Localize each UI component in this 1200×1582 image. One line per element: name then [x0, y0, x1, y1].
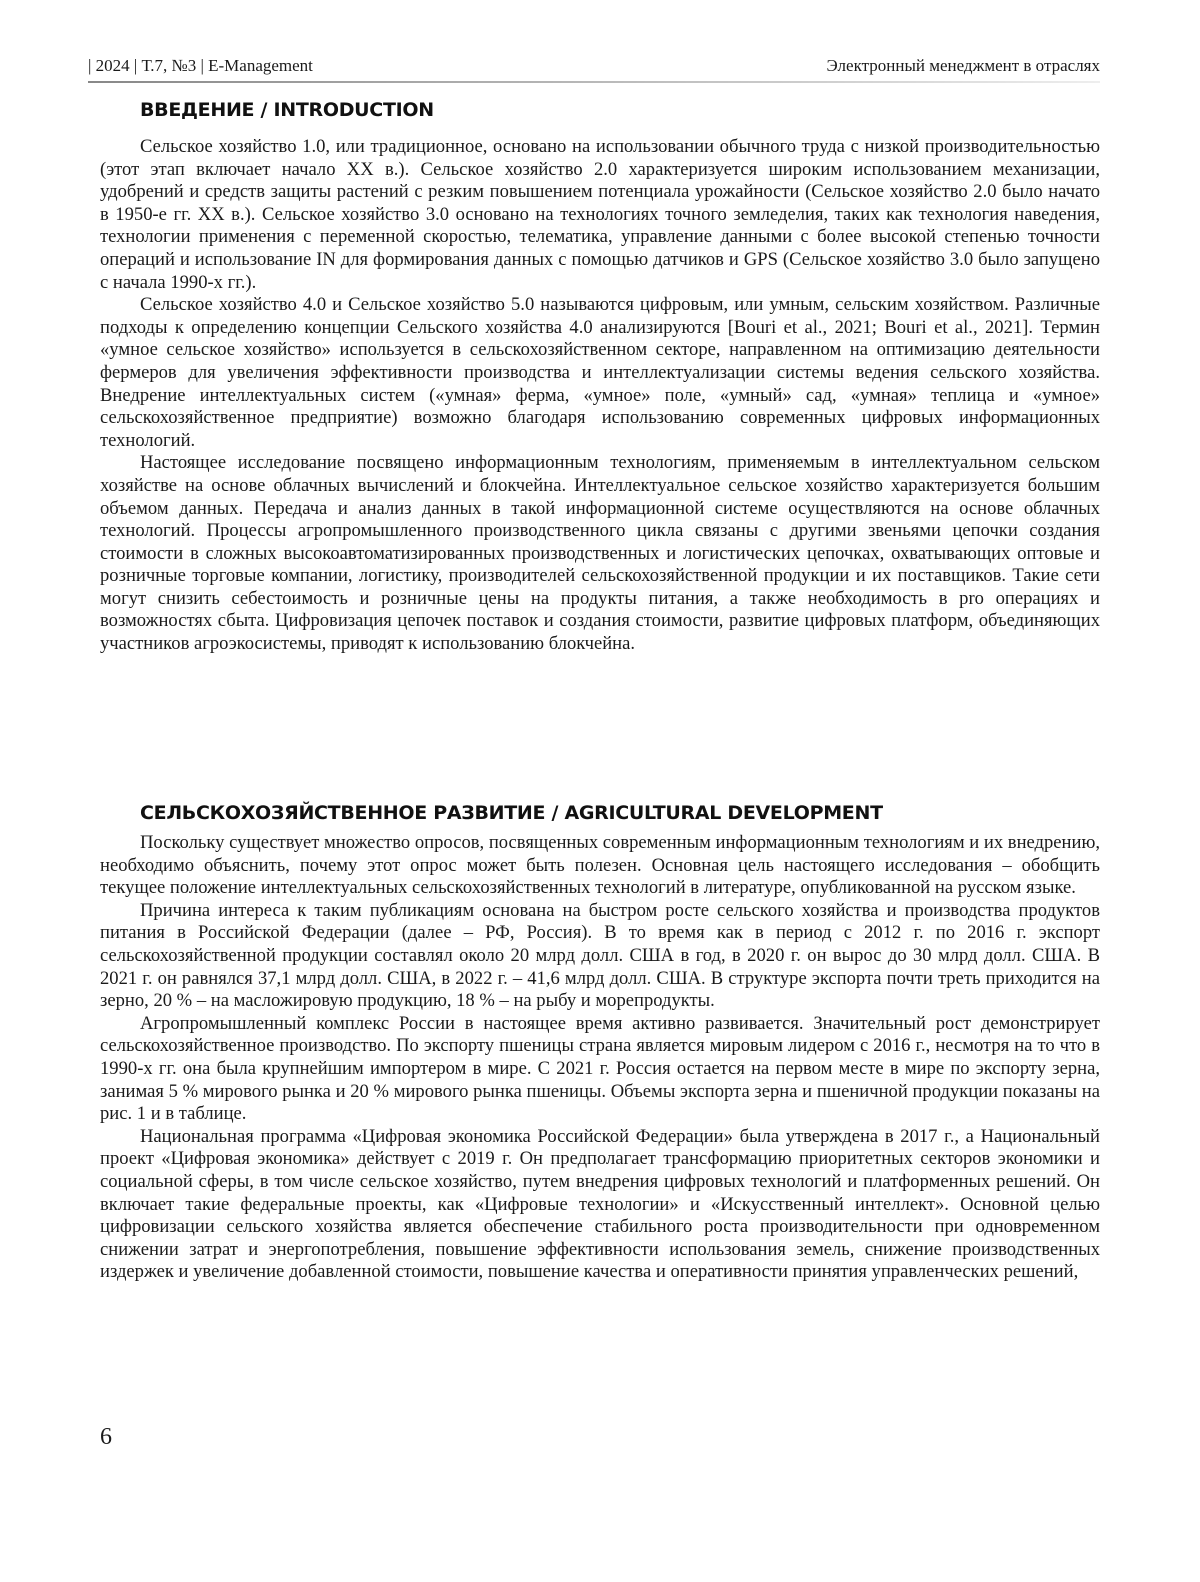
paragraph: Агропромышленный комплекс России в настоящее время активно развивается. Значительный рост демонстрирует сельскохозяйственное производство. По экспорту пшеницы страна является мировым лидером с 2016 г., несмотря на то что в 1990-х гг. она была крупнейшим импортером в мире. С 2021 г. Россия остается на первом месте в мире по экспорту зерна, занимая 5 % мирового рынка и 20 % мирового рынка пшеницы. Объемы экспорта зерна и пшеничной продукции показаны на рис. 1 и в таблице.	[100, 1013, 1100, 1126]
section-heading-introduction: ВВЕДЕНИЕ / INTRODUCTION	[140, 99, 434, 121]
running-header	[88, 56, 1100, 80]
paragraph: Национальная программа «Цифровая экономика Российской Федерации» была утверждена в 2017 г., а Национальный проект «Цифровая экономика» действует с 2019 г. Он предполагает трансформацию приоритетных секторов экономики и социальной сферы, в том числе сельское хозяйство, путем внедрения цифровых технологий и платформенных решений. Он включает такие федеральные проекты, как «Цифровые технологии» и «Искусственный интеллект». Основной целью цифровизации сельского хозяйства является обеспечение стабильного роста производительности при одновременном снижении затрат и энергопотребления, повышение эффективности использования земель, снижение производственных издержек и увеличение добавленной стоимости, повышение качества и оперативности принятия управленческих решений,	[100, 1126, 1100, 1284]
section-introduction-body	[100, 136, 1100, 656]
header-divider	[88, 81, 1100, 83]
journal-info: | 2024 | Т.7, №3 | E-Management	[88, 56, 313, 80]
paragraph: Настоящее исследование посвящено информационным технологиям, применяемым в интеллектуальном сельском хозяйстве на основе облачных вычислений и блокчейна. Интеллектуальное сельское хозяйство характеризуется большим объемом данных. Передача и анализ данных в такой информационной системе осуществляются на основе облачных технологий. Процессы агропромышленного производственного цикла связаны с другими звеньями цепочки создания стоимости в сложных высокоавтоматизированных производственных и логистических цепочках, охватывающих оптовые и розничные торговые компании, логистику, производителей сельскохозяйственной продукции и их поставщиков. Такие сети могут снизить себестоимость и розничные цены на продукты питания, а также необходимость в pro операциях и возможностях сбыта. Цифровизация цепочек поставок и создания стоимости, развитие цифровых платформ, объединяющих участников агроэкосистемы, приводят к использованию блокчейна.	[100, 452, 1100, 655]
paragraph: Сельское хозяйство 1.0, или традиционное, основано на использовании обычного труда с низкой производительностью (этот этап включает начало XX в.). Сельское хозяйство 2.0 характеризуется широким использованием механизации, удобрений и средств защиты растений с резким повышением потенциала урожайности (Сельское хозяйство 2.0 было начато в 1950-е гг. XX в.). Сельское хозяйство 3.0 основано на технологиях точного земледелия, таких как технология наведения, технологии применения с переменной скоростью, телематика, управление данными с более высокой степенью точности операций и использование IN для формирования данных с помощью датчиков и GPS (Сельское хозяйство 3.0 было запущено с начала 1990-х гг.).	[100, 136, 1100, 294]
section-development-body	[100, 832, 1100, 1284]
section-heading-agricultural-development: СЕЛЬСКОХОЗЯЙСТВЕННОЕ РАЗВИТИЕ / AGRICULTURAL DEVELOPMENT	[140, 802, 883, 824]
paragraph: Поскольку существует множество опросов, посвященных современным информационным технологиям и их внедрению, необходимо объяснить, почему этот опрос может быть полезен. Основная цель настоящего исследования – обобщить текущее положение интеллектуальных сельскохозяйственных технологий в литературе, опубликованной на русском языке.	[100, 832, 1100, 900]
page-number: 6	[100, 1424, 112, 1451]
section-name: Электронный менеджмент в отраслях	[827, 56, 1100, 80]
paragraph: Сельское хозяйство 4.0 и Сельское хозяйство 5.0 называются цифровым, или умным, сельским хозяйством. Различные подходы к определению концепции Сельского хозяйства 4.0 анализируются [Bouri et al., 2021; Bouri et al., 2021]. Термин «умное сельское хозяйство» используется в сельскохозяйственном секторе, направленном на оптимизацию деятельности фермеров для увеличения эффективности производства и интеллектуализации системы ведения сельского хозяйства. Внедрение интеллектуальных систем («умная» ферма, «умное» поле, «умный» сад, «умная» теплица и «умное» сельскохозяйственное предприятие) возможно благодаря использованию современных цифровых информационных технологий.	[100, 294, 1100, 452]
paragraph: Причина интереса к таким публикациям основана на быстром росте сельского хозяйства и производства продуктов питания в Российской Федерации (далее – РФ, Россия). В то время как в период с 2012 г. по 2016 г. экспорт сельскохозяйственной продукции составлял около 20 млрд долл. США в год, в 2020 г. он вырос до 30 млрд долл. США. В 2021 г. он равнялся 37,1 млрд долл. США, в 2022 г. – 41,6 млрд долл. США. В структуре экспорта почти треть приходится на зерно, 20 % – на масложировую продукцию, 18 % – на рыбу и морепродукты.	[100, 900, 1100, 1013]
